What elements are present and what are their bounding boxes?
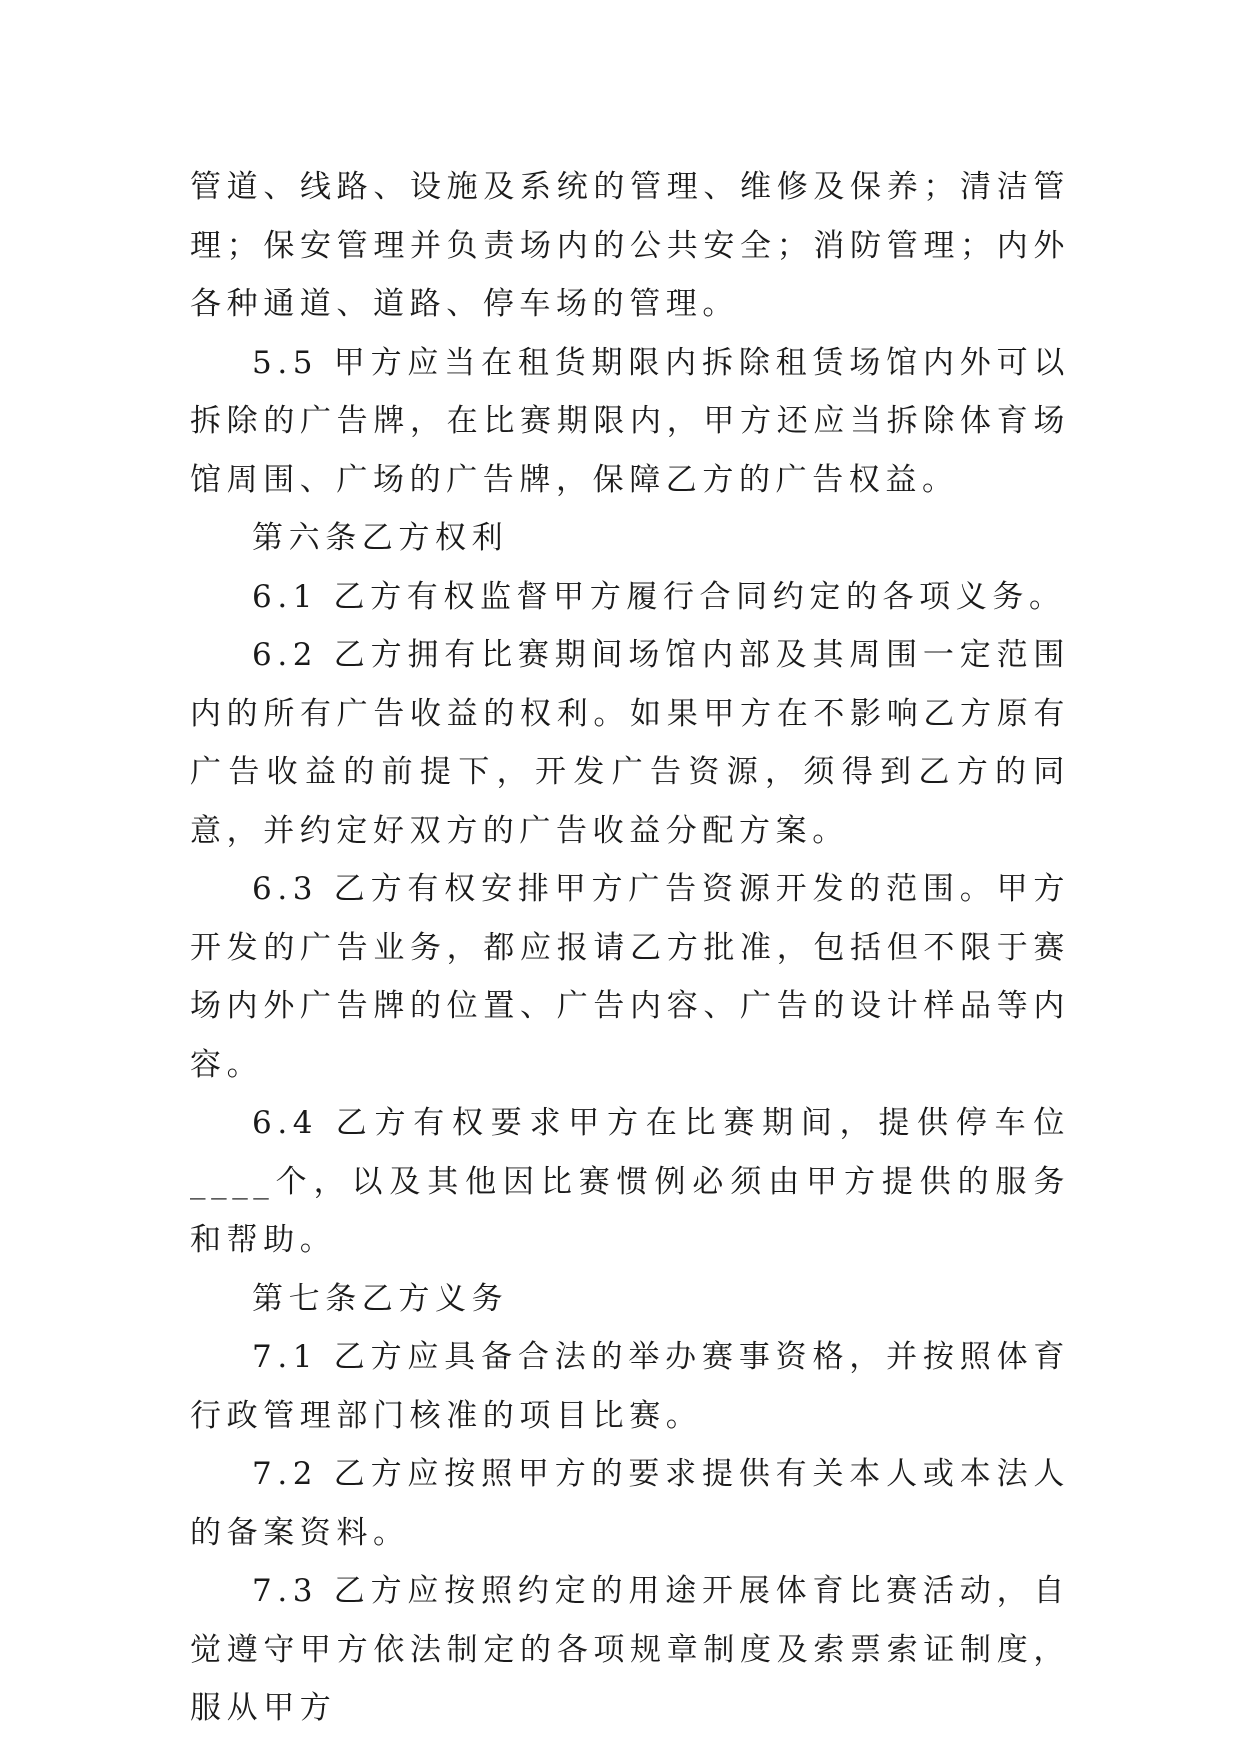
clause-6-1: 6.1 乙方有权监督甲方履行合同约定的各项义务。 bbox=[252, 578, 1066, 615]
document-page bbox=[190, 158, 1070, 1738]
clause-6-4: 6.4 乙方有权要求甲方在比赛期间，提供停车位____个，以及其他因比赛惯例必须由甲方提供的服务和帮助。 bbox=[190, 1105, 1070, 1258]
clause-7-3: 7.3 乙方应按照约定的用途开展体育比赛活动，自觉遵守甲方依法制定的各项规章制度及索票索证制度，服从甲方 bbox=[190, 1573, 1070, 1726]
article-6-heading: 第六条乙方权利 bbox=[252, 520, 509, 556]
clause-7-1: 7.1 乙方应具备合法的举办赛事资格，并按照体育行政管理部门核准的项目比赛。 bbox=[190, 1339, 1070, 1434]
clause-5-5: 5.5 甲方应当在租货期限内拆除租赁场馆内外可以拆除的广告牌，在比赛期限内，甲方还应当拆除体育场馆周围、广场的广告牌，保障乙方的广告权益。 bbox=[190, 344, 1070, 498]
clause-7-2: 7.2 乙方应按照甲方的要求提供有关本人或本法人的备案资料。 bbox=[190, 1456, 1070, 1551]
clause-6-3: 6.3 乙方有权安排甲方广告资源开发的范围。甲方开发的广告业务，都应报请乙方批准，包括但不限于赛场内外广告牌的位置、广告内容、广告的设计样品等内容。 bbox=[190, 871, 1070, 1083]
paragraph-facility-management: 管道、线路、设施及系统的管理、维修及保养；清洁管理；保安管理并负责场内的公共安全；消防管理；内外各种通道、道路、停车场的管理。 bbox=[190, 169, 1070, 322]
clause-6-2: 6.2 乙方拥有比赛期间场馆内部及其周围一定范围内的所有广告收益的权利。如果甲方在不影响乙方原有广告收益的前提下，开发广告资源，须得到乙方的同意，并约定好双方的广告收益分配方案。 bbox=[190, 637, 1070, 849]
article-7-heading: 第七条乙方义务 bbox=[252, 1280, 509, 1317]
